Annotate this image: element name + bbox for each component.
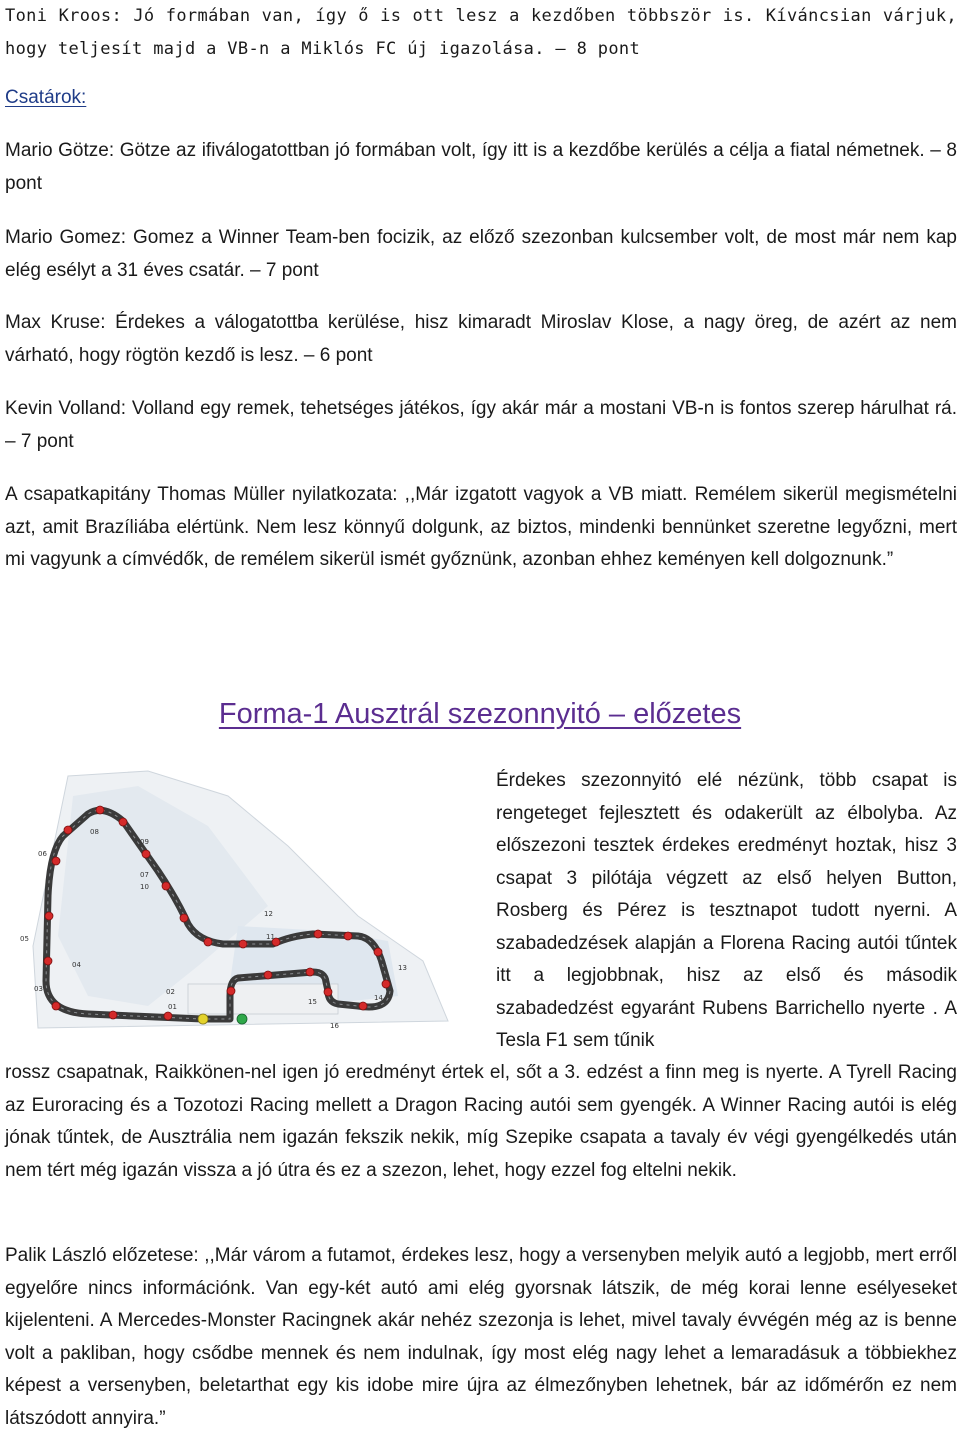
corner-label: 13 <box>398 964 407 972</box>
captain-quote-paragraph: A csapatkapitány Thomas Müller nyilatkozata: ,,Már izgatott vagyok a VB miatt. Remélem sikerül megismételni azt, amit Brazíliába elértünk. Nem lesz könnyű dolgunk, az biztos, mindenki bennünket szeretne legyőzni, mert mi vagyunk a címvédők, de remélem sikerül ismét győznünk, azonban ehhez keményen kell dolgoznunk.” <box>5 484 957 570</box>
gomez-paragraph: Mario Gomez: Gomez a Winner Team-ben focizik, az előző szezonban kulcsember volt, de most már nem kap elég esélyt a 31 éves csatár. – 7 pont <box>5 227 957 281</box>
kruse-paragraph: Max Kruse: Érdekes a válogatottba kerülése, hisz kimaradt Miroslav Klose, a nagy öreg, de azért az nem várható, hogy rögtön kezdő is lesz. – 6 pont <box>5 312 957 366</box>
corner-label: 04 <box>72 961 81 969</box>
volland-paragraph: Kevin Volland: Volland egy remek, tehetséges játékos, így akár már a mostani VB-n is fontos szerep hárulhat rá. – 7 pont <box>5 398 957 452</box>
corner-label: 08 <box>90 828 99 836</box>
f1-preview-continued-paragraph: rossz csapatnak, Raikkönen-nel igen jó eredményt értek el, sőt a 3. edzést a finn meg is nyerte. A Tyrell Racing az Euroracing és a Tozotozi Racing mellett a Dragon Racing autói sem gyengék. A Winner Racing autói is elég jónak tűntek, de Ausztrália nem igazán fekszik nekik, míg Szepike csapata a tavaly év végi gyengélkedés után nem tért még igazán vissza a jó útra és ez a szezon, lehet, hogy ezzel fog eltelni nekik. <box>5 1062 957 1181</box>
kroos-paragraph: Toni Kroos: Jó formában van, így ő is ott lesz a kezdőben többször is. Kíváncsian várjuk, hogy teljesít majd a VB-n a Miklós FC új igazolása. – 8 pont <box>5 6 957 59</box>
attackers-heading-text: Csatárok: <box>5 87 87 108</box>
corner-label: 14 <box>374 994 383 1002</box>
corner-label: 12 <box>264 910 273 918</box>
corner-label: 03 <box>34 985 43 993</box>
corner-label: 07 <box>140 871 149 879</box>
f1-preview-wrapped-paragraph: Érdekes szezonnyitó elé nézünk, több csapat is rengeteget fejlesztett és odakerült az élbolyba. Az előszezoni tesztek érdekes eredményt hoztak, hisz 3 csapat 3 pilótája végzett az első helyen Button, Rosberg és Pérez is tesztnapot tudott nyerni. A szabadedzések alapján a Florena Racing autói tűntek itt a legjobbnak, hisz az első és második szabadedzést egyaránt Rubens Barrichello nyerte . A Tesla F1 sem tűnik <box>496 770 957 1051</box>
corner-label: 02 <box>166 988 175 996</box>
corner-label: 06 <box>38 850 47 858</box>
gotze-paragraph: Mario Götze: Götze az ifiválogatottban jó formában volt, így itt is a kezdőbe kerülés a célja a fiatal németnek. – 8 pont <box>5 140 957 194</box>
palik-preview-paragraph: Palik László előzetese: ,,Már várom a futamot, érdekes lesz, hogy a versenyben melyik autó a legjobb, mert erről egyelőre nincs információnk. Van egy-két autó ami elég gyorsnak látszik, de még korai lenne esélyeseket kijelenteni. A Mercedes-Monster Racingnek akár nehéz szezonja is lehet, mivel tavaly évvégén még az is benne volt a pakliban, hogy csődbe mennek és nem indulnak, így most elég nagy lehet a lemaradásuk a többiekhez képest a versenyben, beletarthat egy kis idobe mire újra az élmezőnyben lehetnek, bár az időmérőn ez nem látszódott annyira.” <box>5 1245 957 1429</box>
corner-label: 15 <box>308 998 317 1006</box>
attackers-heading <box>5 82 957 115</box>
f1-preview-title: Forma-1 Ausztrál szezonnyitó – előzetes <box>218 698 742 730</box>
corner-label: 11 <box>266 933 275 941</box>
corner-label: 09 <box>140 838 149 846</box>
corner-label: 10 <box>140 883 149 891</box>
corner-label: 16 <box>330 1022 339 1030</box>
corner-label: 05 <box>20 935 29 943</box>
corner-label: 01 <box>168 1003 177 1011</box>
race-circuit-map-icon <box>20 766 480 1032</box>
